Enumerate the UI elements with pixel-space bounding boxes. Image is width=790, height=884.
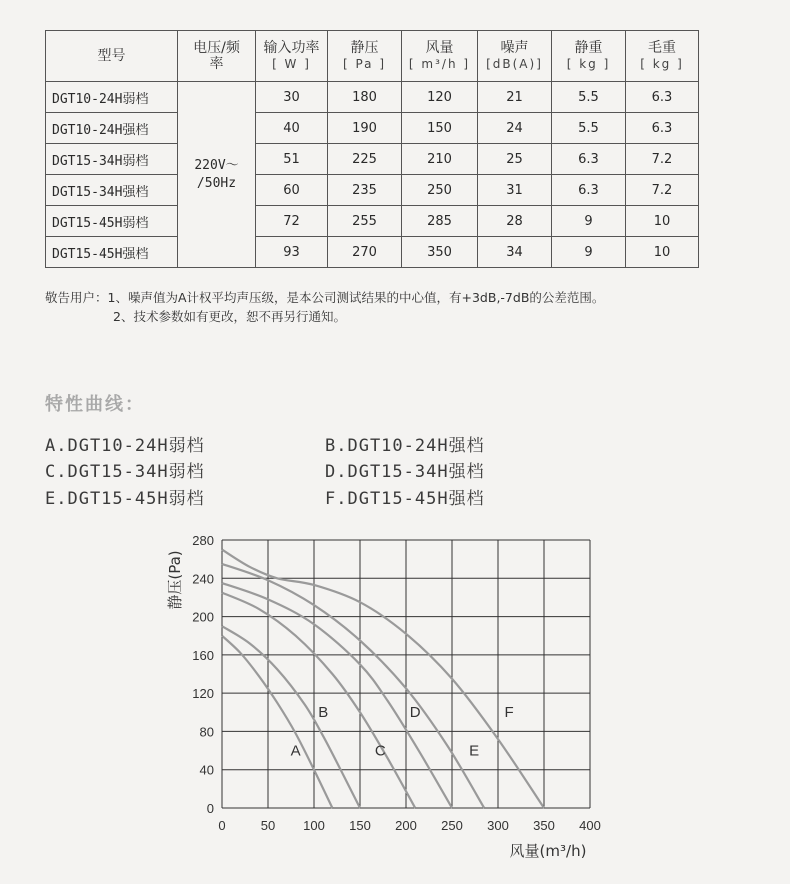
cell-pressure: 180 bbox=[328, 82, 402, 113]
cell-noise: 31 bbox=[478, 175, 552, 206]
cell-noise: 28 bbox=[478, 206, 552, 237]
header-model: 型号 bbox=[46, 31, 178, 82]
legend-item-b: B.DGT10-24H强档 bbox=[325, 436, 485, 456]
header-noise: 噪声 [dB(A)] bbox=[478, 31, 552, 82]
curve-label-e: E bbox=[469, 742, 480, 760]
y-tick-label: 0 bbox=[206, 801, 214, 816]
curve-b bbox=[222, 626, 360, 808]
y-tick-label: 160 bbox=[192, 647, 214, 663]
x-tick-label: 0 bbox=[218, 818, 226, 833]
y-axis-label: 静压(Pa) bbox=[166, 550, 184, 610]
x-tick-label: 350 bbox=[533, 818, 555, 833]
x-tick-label: 50 bbox=[260, 818, 276, 833]
cell-net: 5.5 bbox=[552, 82, 626, 113]
cell-power: 93 bbox=[256, 237, 328, 268]
cell-gross: 7.2 bbox=[626, 144, 699, 175]
cell-net: 9 bbox=[552, 237, 626, 268]
cell-model: DGT15-45H弱档 bbox=[46, 206, 178, 237]
voltage-line-1: 220V～ bbox=[194, 157, 239, 173]
y-tick-label: 80 bbox=[199, 724, 214, 740]
cell-gross: 6.3 bbox=[626, 113, 699, 144]
y-tick-label: 280 bbox=[192, 533, 214, 548]
header-power: 输入功率 [ W ] bbox=[256, 31, 328, 82]
cell-model: DGT15-34H强档 bbox=[46, 175, 178, 206]
cell-airflow: 250 bbox=[402, 175, 478, 206]
legend-item-f: F.DGT15-45H强档 bbox=[325, 489, 485, 509]
curve-label-b: B bbox=[318, 704, 329, 722]
cell-gross: 6.3 bbox=[626, 82, 699, 113]
curve-label-c: C bbox=[374, 742, 386, 760]
cell-airflow: 210 bbox=[402, 144, 478, 175]
header-pressure: 静压 [ Pa ] bbox=[328, 31, 402, 82]
note-line-1: 敬告用户：1、噪声值为A计权平均声压级，是本公司测试结果的中心值，有+3dB,-7dB的公差范围。 bbox=[45, 290, 605, 305]
cell-gross: 7.2 bbox=[626, 175, 699, 206]
header-airflow: 风量 [ m³/h ] bbox=[402, 31, 478, 82]
legend-item-e: E.DGT15-45H弱档 bbox=[45, 489, 205, 509]
cell-airflow: 150 bbox=[402, 113, 478, 144]
cell-pressure: 255 bbox=[328, 206, 402, 237]
legend-item-c: C.DGT15-34H弱档 bbox=[45, 462, 205, 482]
y-tick-label: 240 bbox=[192, 571, 214, 587]
cell-noise: 24 bbox=[478, 113, 552, 144]
x-tick-label: 150 bbox=[349, 818, 371, 833]
cell-pressure: 235 bbox=[328, 175, 402, 206]
x-tick-label: 250 bbox=[441, 818, 463, 833]
curve-e bbox=[222, 564, 484, 808]
cell-gross: 10 bbox=[626, 206, 699, 237]
curve-label-a: A bbox=[290, 742, 301, 760]
cell-net: 6.3 bbox=[552, 175, 626, 206]
x-tick-label: 100 bbox=[303, 818, 325, 833]
cell-power: 72 bbox=[256, 206, 328, 237]
cell-model: DGT15-34H弱档 bbox=[46, 144, 178, 175]
cell-airflow: 350 bbox=[402, 237, 478, 268]
cell-model: DGT15-45H强档 bbox=[46, 237, 178, 268]
cell-noise: 21 bbox=[478, 82, 552, 113]
x-tick-label: 300 bbox=[487, 818, 509, 833]
cell-model: DGT10-24H弱档 bbox=[46, 82, 178, 113]
cell-power: 40 bbox=[256, 113, 328, 144]
cell-power: 30 bbox=[256, 82, 328, 113]
curve-label-d: D bbox=[409, 704, 421, 722]
x-tick-label: 200 bbox=[395, 818, 417, 833]
curve-heading: 特性曲线： bbox=[45, 394, 145, 415]
x-tick-label: 400 bbox=[579, 818, 601, 833]
cell-pressure: 225 bbox=[328, 144, 402, 175]
y-tick-label: 40 bbox=[199, 762, 214, 778]
cell-airflow: 120 bbox=[402, 82, 478, 113]
x-axis-label: 风量(m³/h) bbox=[509, 842, 587, 860]
cell-gross: 10 bbox=[626, 237, 699, 268]
cell-power: 51 bbox=[256, 144, 328, 175]
legend-item-d: D.DGT15-34H强档 bbox=[325, 462, 485, 482]
cell-net: 5.5 bbox=[552, 113, 626, 144]
y-tick-label: 200 bbox=[192, 609, 214, 625]
cell-pressure: 270 bbox=[328, 237, 402, 268]
cell-net: 9 bbox=[552, 206, 626, 237]
curve-label-f: F bbox=[504, 704, 514, 722]
voltage-line-2: /50Hz bbox=[196, 175, 237, 191]
header-gross-weight: 毛重 [ kg ] bbox=[626, 31, 699, 82]
cell-power: 60 bbox=[256, 175, 328, 206]
cell-pressure: 190 bbox=[328, 113, 402, 144]
cell-airflow: 285 bbox=[402, 206, 478, 237]
cell-model: DGT10-24H强档 bbox=[46, 113, 178, 144]
y-tick-label: 120 bbox=[192, 686, 214, 702]
cell-noise: 25 bbox=[478, 144, 552, 175]
header-net-weight: 静重 [ kg ] bbox=[552, 31, 626, 82]
cell-net: 6.3 bbox=[552, 144, 626, 175]
note-line-2: 2、技术参数如有更改，恕不再另行通知。 bbox=[113, 309, 346, 324]
legend-item-a: A.DGT10-24H弱档 bbox=[45, 436, 205, 456]
header-voltage: 电压/频 率 bbox=[178, 31, 256, 82]
cell-noise: 34 bbox=[478, 237, 552, 268]
